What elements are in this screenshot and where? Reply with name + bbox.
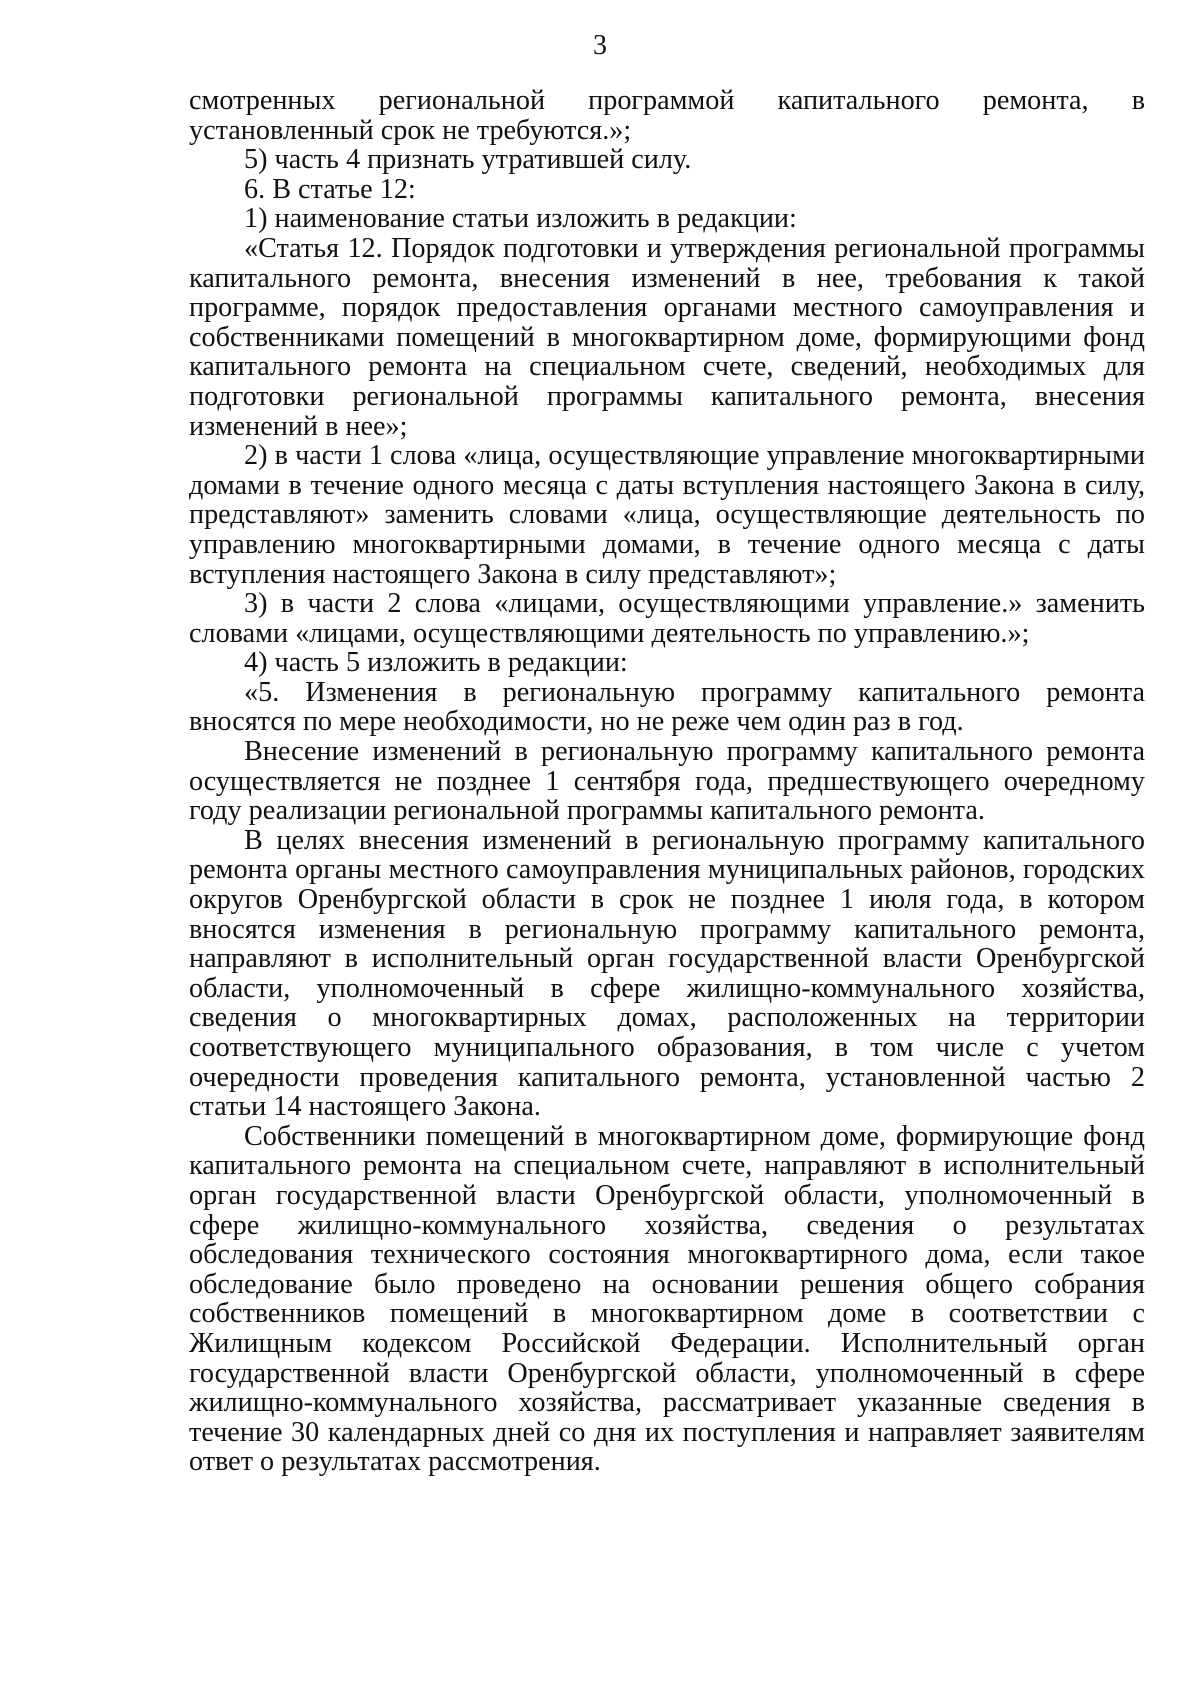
- paragraph: 5) часть 4 признать утратившей силу.: [244, 144, 692, 176]
- paragraph: «5. Изменения в региональную программу капитального ремонта вносятся по мере необходимости, но не реже чем один раз в год.: [189, 676, 1145, 738]
- page-number: 3: [593, 30, 607, 61]
- paragraph: «Статья 12. Порядок подготовки и утверждения региональной программы капитального ремонта, внесения изменений в нее, требования к такой программе, порядок предоставления органами местного самоуправления и собственниками помещений в многоквартирном доме, формирующими фонд капитального ремонта на специальном счете, сведений, необходимых для подготовки региональной программы капитального ремонта, внесения изменений в нее»;: [189, 232, 1145, 442]
- paragraph: В целях внесения изменений в региональную программу капитального ремонта органы местного самоуправления муниципальных районов, городских округов Оренбургской области в срок не позднее 1 июля года, в котором вносятся изменения в региональную программу капитального ремонта, направляют в исполнительный орган государственной власти Оренбургской области, уполномоченный в сфере жилищно-коммунального хозяйства, сведения о многоквартирных домах, расположенных на территории соответствующего муниципального образования, в том числе с учетом очередности проведения капитального ремонта, установленной частью 2 статьи 14 настоящего Закона.: [189, 824, 1145, 1123]
- paragraph: 3) в части 2 слова «лицами, осуществляющими управление.» заменить словами «лицами, осуществляющими деятельность по управлению.»;: [189, 588, 1145, 649]
- paragraph: 6. В статье 12:: [244, 173, 416, 205]
- paragraph: 2) в части 1 слова «лица, осуществляющие управление многоквартирными домами в течение одного месяца с даты вступления настоящего Закона в силу, представляют» заменить словами «лица, осуществляющие деятельность по управлению многоквартирными домами, в течение одного месяца с даты вступления настоящего Закона в силу представляют»;: [189, 440, 1145, 590]
- paragraph: 4) часть 5 изложить в редакции:: [244, 647, 628, 679]
- document-body: [189, 86, 1145, 1477]
- paragraph: Внесение изменений в региональную программу капитального ремонта осуществляется не позднее 1 сентября года, предшествующего очередному году реализации региональной программы капитального ремонта.: [189, 736, 1145, 827]
- paragraph: смотренных региональной программой капитального ремонта, в установленный срок не требуются.»;: [189, 85, 1145, 146]
- paragraph: Собственники помещений в многоквартирном доме, формирующие фонд капитального ремонта на специальном счете, направляют в исполнительный орган государственной власти Оренбургской области, уполномоченный в сфере жилищно-коммунального хозяйства, сведения о результатах обследования технического состояния многоквартирного дома, если такое обследование было проведено на основании решения общего собрания собственников помещений в многоквартирном доме в соответствии с Жилищным кодексом Российской Федерации. Исполнительный орган государственной власти Оренбургской области, уполномоченный в сфере жилищно-коммунального хозяйства, рассматривает указанные сведения в течение 30 календарных дней со дня их поступления и направляет заявителям ответ о результатах рассмотрения.: [189, 1120, 1145, 1478]
- paragraph: 1) наименование статьи изложить в редакции:: [244, 203, 797, 235]
